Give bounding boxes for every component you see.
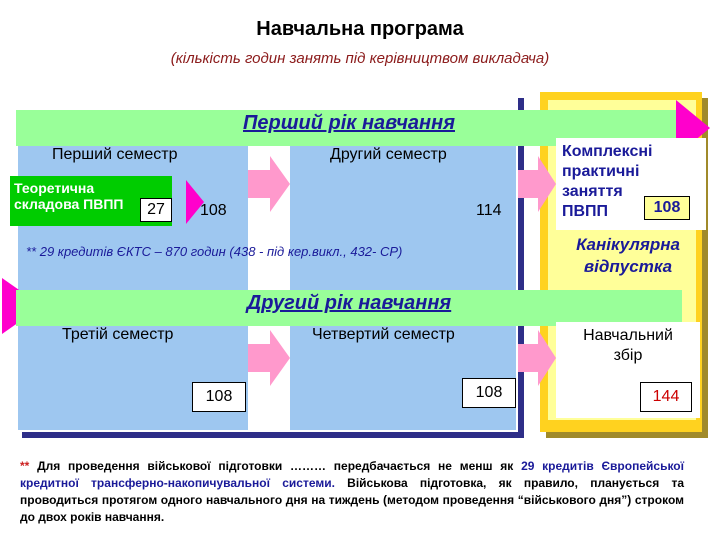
semester-3-to-4-arrow-icon: [248, 330, 290, 386]
footnote-credits: 29 кредитів Європейської кредитної трансферно-накопичувальної системи.: [20, 459, 684, 490]
complex-practice-line-1: Комплексні: [562, 143, 653, 160]
training-gathering-line-1: Навчальний: [583, 327, 673, 344]
semester-4-hours: 108: [462, 378, 516, 408]
vacation-line-2: відпустка: [583, 257, 673, 276]
theory-value: 27: [140, 198, 172, 222]
year-1-label: Перший рік навчання: [243, 112, 455, 134]
year-1-to-practice-arrow-icon: [518, 156, 556, 212]
page-title: Навчальна програма: [256, 18, 464, 40]
semester-3-label: Третій семестр: [62, 326, 174, 343]
year-2-to-gathering-arrow-icon: [518, 330, 556, 386]
semester-1-to-2-arrow-icon: [248, 156, 290, 212]
semester-4-label: Четвертий семестр: [312, 326, 455, 343]
complex-practice-line-4: ПВПП: [562, 203, 609, 220]
semester-2-label: Другий семестр: [330, 146, 447, 163]
footnote-mark: **: [20, 459, 30, 473]
year-1-credits-note: ** 29 кредитів ЄКТС – 870 годин (438 - під кер.викл., 432- СР): [26, 244, 403, 259]
vacation-box: [556, 234, 700, 278]
vacation-line-1: Канікулярна: [576, 235, 680, 254]
footnote-part-2: Військова підготовка, як правило, планується та проводиться протягом одного навчального дня на тиждень (методом проведення “військового дня”) строком до двох років навчання.: [20, 476, 684, 524]
training-gathering-hours: 144: [640, 382, 692, 412]
semester-1-label: Перший семестр: [52, 146, 178, 163]
footnote-part-1: Для проведення військової підготовки ……… передбачається не менш як: [29, 459, 522, 473]
semester-1-hours: 108: [200, 202, 227, 219]
complex-practice-hours: 108: [644, 196, 690, 220]
theory-label: Теоретична складова ПВПП: [14, 180, 124, 212]
semester-2-hours: 114: [476, 202, 502, 219]
complex-practice-line-2: практичні: [562, 163, 640, 180]
training-gathering-line-2: збір: [613, 347, 643, 364]
semester-3-hours: 108: [192, 382, 246, 412]
year-2-label: Другий рік навчання: [246, 292, 452, 314]
complex-practice-line-3: заняття: [562, 183, 623, 200]
footnote: [20, 458, 684, 526]
page-subtitle: (кількість годин занять під керівництвом викладача): [170, 50, 550, 67]
